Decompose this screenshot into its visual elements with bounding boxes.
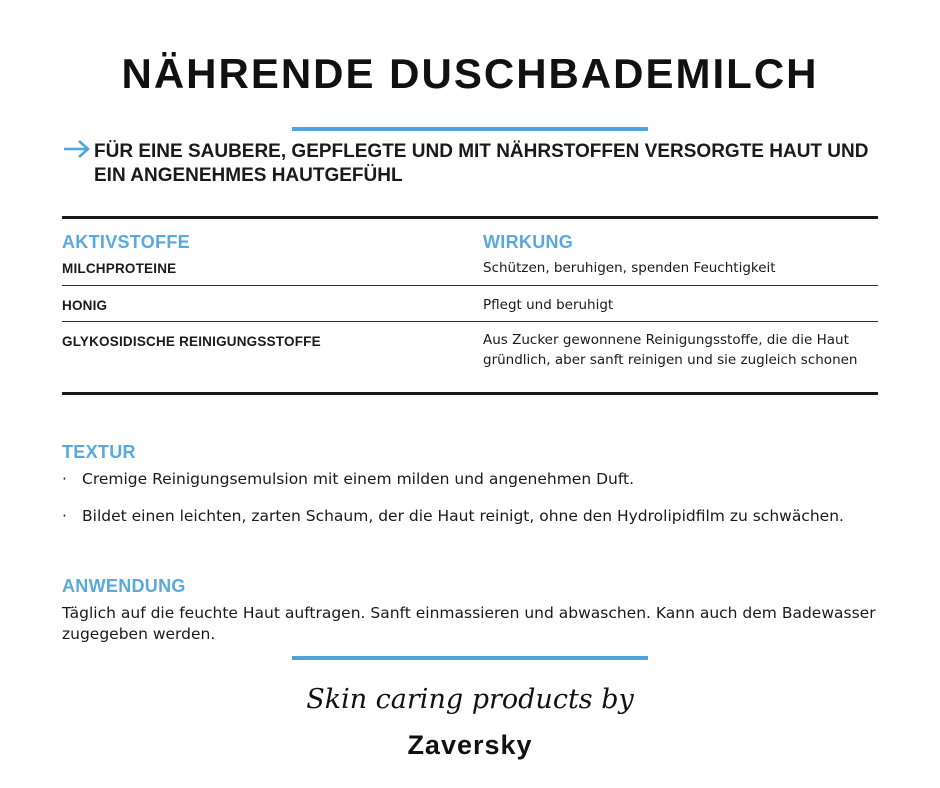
brand-name: Zaversky	[407, 730, 533, 760]
table-row-wirkung: Schützen, beruhigen, spenden Feuchtigkeit	[483, 260, 776, 276]
bottom-accent-rule	[292, 656, 648, 660]
table-row-stoff: MILCHPROTEINE	[62, 261, 177, 276]
bullet-dot: ·	[62, 470, 67, 488]
list-item-text: Cremige Reinigungsemulsion mit einem milden und angenehmen Duft.	[82, 470, 635, 488]
list-item	[62, 469, 878, 490]
table-row-wirkung: Pflegt und beruhigt	[483, 297, 614, 313]
table-header-aktivstoffe: AKTIVSTOFFE	[62, 232, 190, 252]
top-accent-rule	[292, 127, 648, 131]
table-header-wirkung: WIRKUNG	[483, 232, 574, 252]
arrow-right-icon	[62, 138, 92, 160]
anwendung-heading: ANWENDUNG	[62, 576, 186, 596]
table-row-divider	[62, 321, 878, 322]
footer-tagline: Skin caring products by	[306, 684, 634, 715]
table-row-stoff: GLYKOSIDISCHE REINIGUNGSSTOFFE	[62, 334, 321, 349]
table-row-stoff: HONIG	[62, 298, 108, 313]
table-top-rule	[62, 216, 878, 219]
list-item-text: Bildet einen leichten, zarten Schaum, der die Haut reinigt, ohne den Hydrolipidfilm zu schwächen.	[82, 507, 844, 525]
page-title: NÄHRENDE DUSCHBADEMILCH	[121, 50, 819, 97]
table-bottom-rule	[62, 392, 878, 395]
subtitle	[62, 140, 892, 188]
table-row-wirkung: Aus Zucker gewonnene Reinigungsstoffe, die die Haut gründlich, aber sanft reinigen und sie zugleich schonen	[483, 332, 858, 368]
textur-heading: TEXTUR	[62, 442, 136, 462]
list-item	[62, 506, 878, 527]
table-row-divider	[62, 285, 878, 286]
subtitle-text: FÜR EINE SAUBERE, GEPFLEGTE UND MIT NÄHRSTOFFEN VERSORGTE HAUT UND EIN ANGENEHMES HAUTGEFÜHL	[94, 141, 869, 186]
bullet-dot: ·	[62, 507, 67, 525]
anwendung-text: Täglich auf die feuchte Haut auftragen. Sanft einmassieren und abwaschen. Kann auch dem Badewasser zugegeben werden.	[62, 604, 876, 643]
